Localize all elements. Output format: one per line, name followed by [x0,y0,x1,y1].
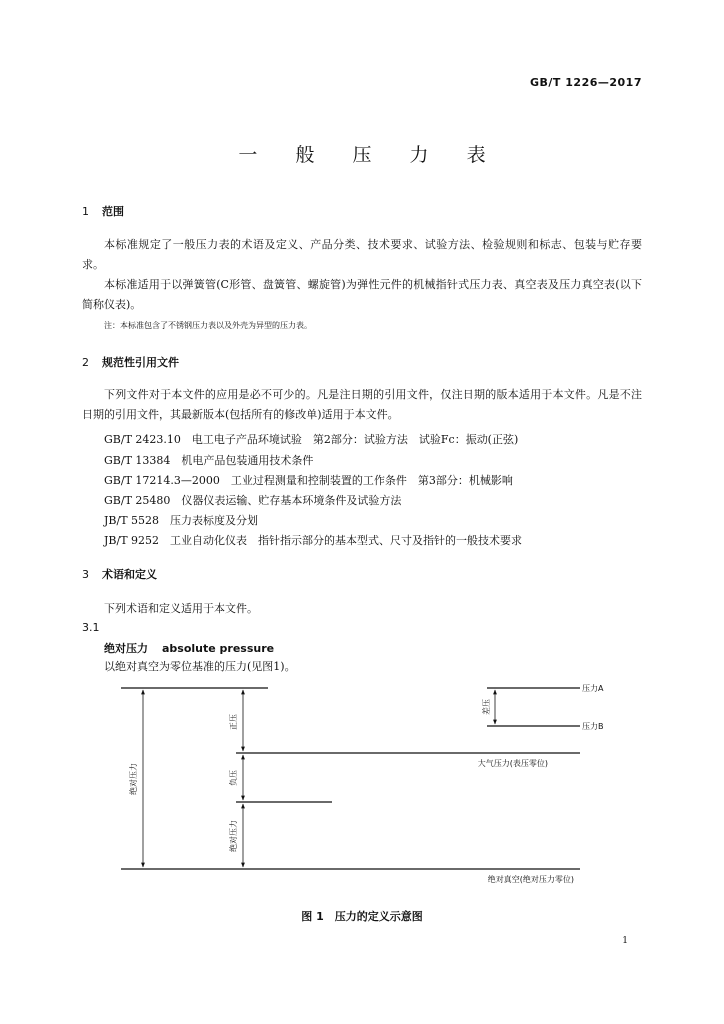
reference-item: GB/T 2423.10 电工电子产品环境试验 第2部分：试验方法 试验Fc：振动(正弦) [104,433,519,446]
section-1-number: 1 [82,205,89,218]
label-atmospheric: 大气压力(表压零位) [477,759,548,768]
term-definition: 以绝对真空为零位基准的压力(见图1)。 [104,660,296,673]
reference-item: GB/T 17214.3—2000 工业过程测量和控制装置的工作条件 第3部分：机械影响 [104,474,513,487]
term-en: absolute pressure [162,642,275,655]
standard-code: GB/T 1226—2017 [530,76,642,89]
section-1-para-1: 本标准规定了一般压力表的术语及定义、产品分类、技术要求、试验方法、检验规则和标志、包装与贮存要求。 [82,238,642,271]
label-gauge-pressure: 正压 [229,714,238,730]
section-3-intro: 下列术语和定义适用于本文件。 [104,602,258,615]
section-1-para-2: 本标准适用于以弹簧管(C形管、盘簧管、螺旋管)为弹性元件的机械指针式压力表、真空表及压力真空表(以下简称仪表)。 [82,278,642,311]
section-2-number: 2 [82,356,89,369]
term-number: 3.1 [82,621,100,634]
section-1-title: 范围 [102,205,124,218]
page-number: 1 [622,936,628,946]
label-vacuum: 绝对真空(绝对压力零位) [487,875,574,884]
section-1-note: 注：本标准包含了不锈钢压力表以及外壳为异型的压力表。 [104,321,312,330]
label-diff-pressure: 差压 [482,699,491,715]
label-absolute-pressure: 绝对压力 [129,763,138,795]
reference-item: JB/T 9252 工业自动化仪表 指针指示部分的基本型式、尺寸及指针的一般技术要求 [104,534,523,547]
reference-item: GB/T 13384 机电产品包装通用技术条件 [104,454,314,467]
figure-caption: 图 1 压力的定义示意图 [301,910,423,923]
section-3-number: 3 [82,568,89,581]
label-pressure-b: 压力B [582,722,604,731]
label-negative-pressure: 负压 [229,770,238,786]
section-2-title: 规范性引用文件 [102,356,179,369]
reference-item: JB/T 5528 压力表标度及分划 [104,514,259,527]
page-title: 一 般 压 力 表 [238,144,502,166]
reference-item: GB/T 25480 仪器仪表运输、贮存基本环境条件及试验方法 [104,494,402,507]
section-3-title: 术语和定义 [102,568,157,581]
term-cn: 绝对压力 [104,642,148,655]
section-2-intro: 下列文件对于本文件的应用是必不可少的。凡是注日期的引用文件，仅注日期的版本适用于本文件。凡是不注日期的引用文件，其最新版本(包括所有的修改单)适用于本文件。 [82,388,642,421]
label-pressure-a: 压力A [582,684,604,693]
label-absolute-pressure-2: 绝对压力 [229,820,238,852]
